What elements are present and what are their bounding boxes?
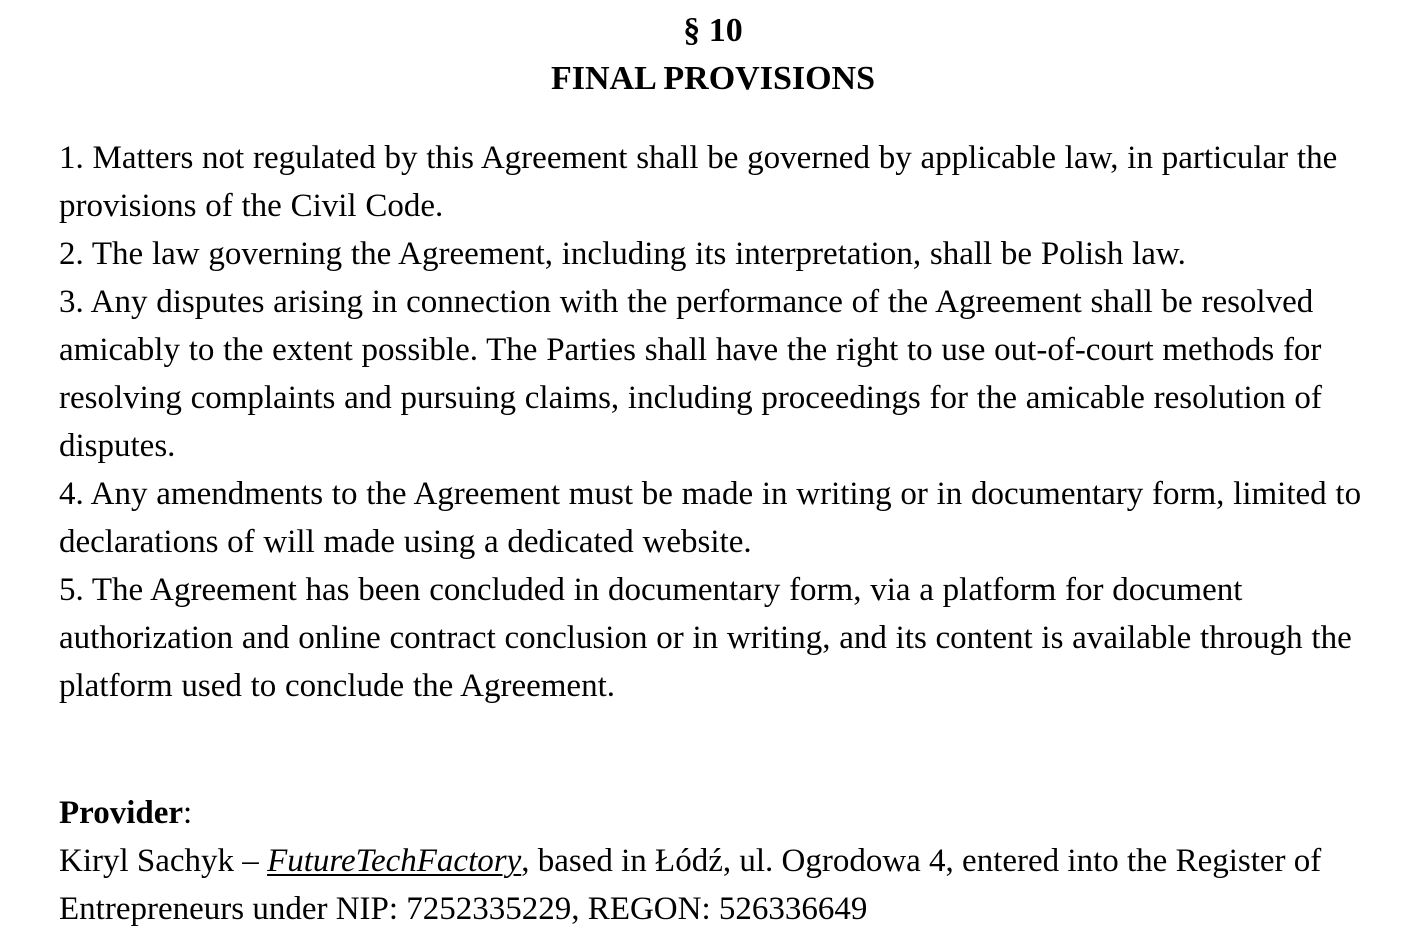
clause-4: 4. Any amendments to the Agreement must be made in writing or in documentary form, limited to declarations of will made using a dedicated website. — [59, 476, 1362, 560]
provider-address-registration: , based in Łódź, ul. Ogrodowa 4, entered into the Register of Entrepreneurs under NIP: 7252335229, REGON: 526336649 — [59, 843, 1322, 927]
clause-2: 2. The law governing the Agreement, including its interpretation, shall be Polish law. — [59, 236, 1186, 272]
section-title: FINAL PROVISIONS — [550, 60, 875, 97]
clause-1: 1. Matters not regulated by this Agreement shall be governed by applicable law, in particular the provisions of the Civil Code. — [59, 140, 1338, 224]
clause-3: 3. Any disputes arising in connection with the performance of the Agreement shall be resolved amicably to the extent possible. The Parties shall have the right to use out-of-court methods for resolving complaints and pursuing claims, including proceedings for the amicable resolution of disputes. — [59, 284, 1322, 464]
provider-block — [59, 789, 1389, 933]
provider-label-colon: : — [183, 795, 193, 831]
provider-heading — [59, 789, 1389, 837]
provider-person: Kiryl Sachyk – — [59, 843, 268, 879]
section-number: § 10 — [683, 12, 743, 49]
clauses-list — [59, 134, 1389, 710]
clause-5: 5. The Agreement has been concluded in documentary form, via a platform for document authorization and online contract conclusion or in writing, and its content is available through the platform used to conclude the Agreement. — [59, 572, 1352, 704]
provider-label: Provider — [59, 795, 184, 831]
provider-company-name: FutureTechFactory — [267, 843, 522, 879]
provider-details — [59, 837, 1389, 933]
